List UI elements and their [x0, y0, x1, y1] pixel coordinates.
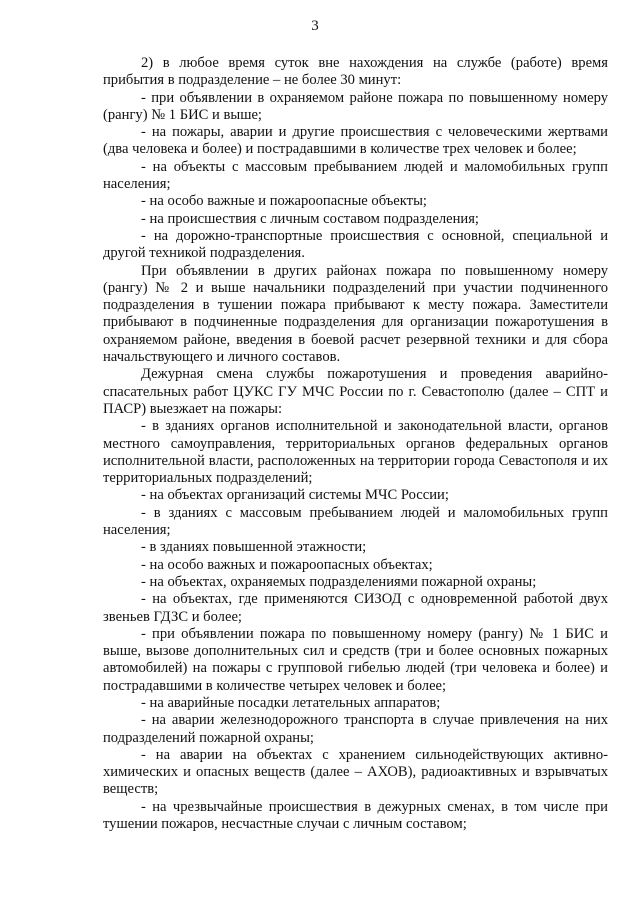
list-item: - на аварии железнодорожного транспорта в случае привлечения на них подразделений пожарной охраны;: [103, 712, 608, 746]
list-item: - на объектах организаций системы МЧС России;: [141, 487, 449, 504]
list-item: - при объявлении пожара по повышенному номеру (рангу) № 1 БИС и выше, вызове дополнительных сил и средств (три и более основных пожарных автомобилей) на пожары с групповой гибелью людей (три человека и более) и пострадавшими в количестве четырех человек и более;: [103, 625, 608, 694]
list-item: - в зданиях с массовым пребыванием людей и маломобильных групп населения;: [103, 504, 608, 539]
list-item: - на аварии на объектах с хранением сильнодействующих активно-химических и опасных веществ (далее – АХОВ), радиоактивных и взрывчатых веществ;: [103, 746, 608, 798]
paragraph: Дежурная смена службы пожаротушения и проведения аварийно-спасательных работ ЦУКС ГУ МЧС России по г. Севастополю (далее – СПТ и ПАСР) выезжает на пожары:: [103, 366, 608, 417]
list-item: - на особо важных и пожароопасных объектах;: [141, 556, 433, 573]
list-item: - на объектах, где применяются СИЗОД с одновременной работой двух звеньев ГДЗС и более;: [103, 591, 608, 625]
list-item: - на объекты с массовым пребыванием людей и маломобильных групп населения;: [103, 158, 608, 193]
list-item: - в зданиях повышенной этажности;: [141, 539, 367, 556]
list-item: - на объектах, охраняемых подразделениями пожарной охраны;: [141, 573, 537, 590]
page-number: 3: [311, 18, 319, 34]
list-item: - при объявлении в охраняемом районе пожара по повышенному номеру (рангу) № 1 БИС и выше;: [103, 89, 608, 123]
list-item: - на аварийные посадки летательных аппаратов;: [141, 694, 441, 711]
paragraph: При объявлении в других районах пожара по повышенному номеру (рангу) № 2 и выше начальники подразделений при участии подчиненного подразделения в тушении пожара прибывают к месту пожара. Заместители прибывают в подчиненные подразделения для организации пожаротушения в охраняемом районе, введения в боевой расчет резервной техники и для сбора начальствующего и личного составов.: [103, 262, 608, 366]
document-body: [103, 55, 608, 833]
list-item: - на дорожно-транспортные происшествия с основной, специальной и другой техникой подразделения.: [103, 227, 608, 262]
list-item: - на происшествия с личным составом подразделения;: [141, 210, 479, 227]
paragraph-item-2: 2) в любое время суток вне нахождения на службе (работе) время прибытия в подразделение – не более 30 минут:: [103, 55, 608, 89]
list-item: - в зданиях органов исполнительной и законодательной власти, органов местного самоуправления, территориальных органов федеральных органов исполнительной власти, расположенных на территории города Севастополя и их территориальных подразделений;: [103, 418, 608, 487]
list-item: - на чрезвычайные происшествия в дежурных сменах, в том числе при тушении пожаров, несчастные случаи с личным составом;: [103, 798, 608, 833]
list-item: - на пожары, аварии и другие происшествия с человеческими жертвами (два человека и более) и пострадавшими в количестве трех человек и более;: [103, 124, 608, 158]
list-item: - на особо важные и пожароопасные объекты;: [141, 193, 427, 210]
